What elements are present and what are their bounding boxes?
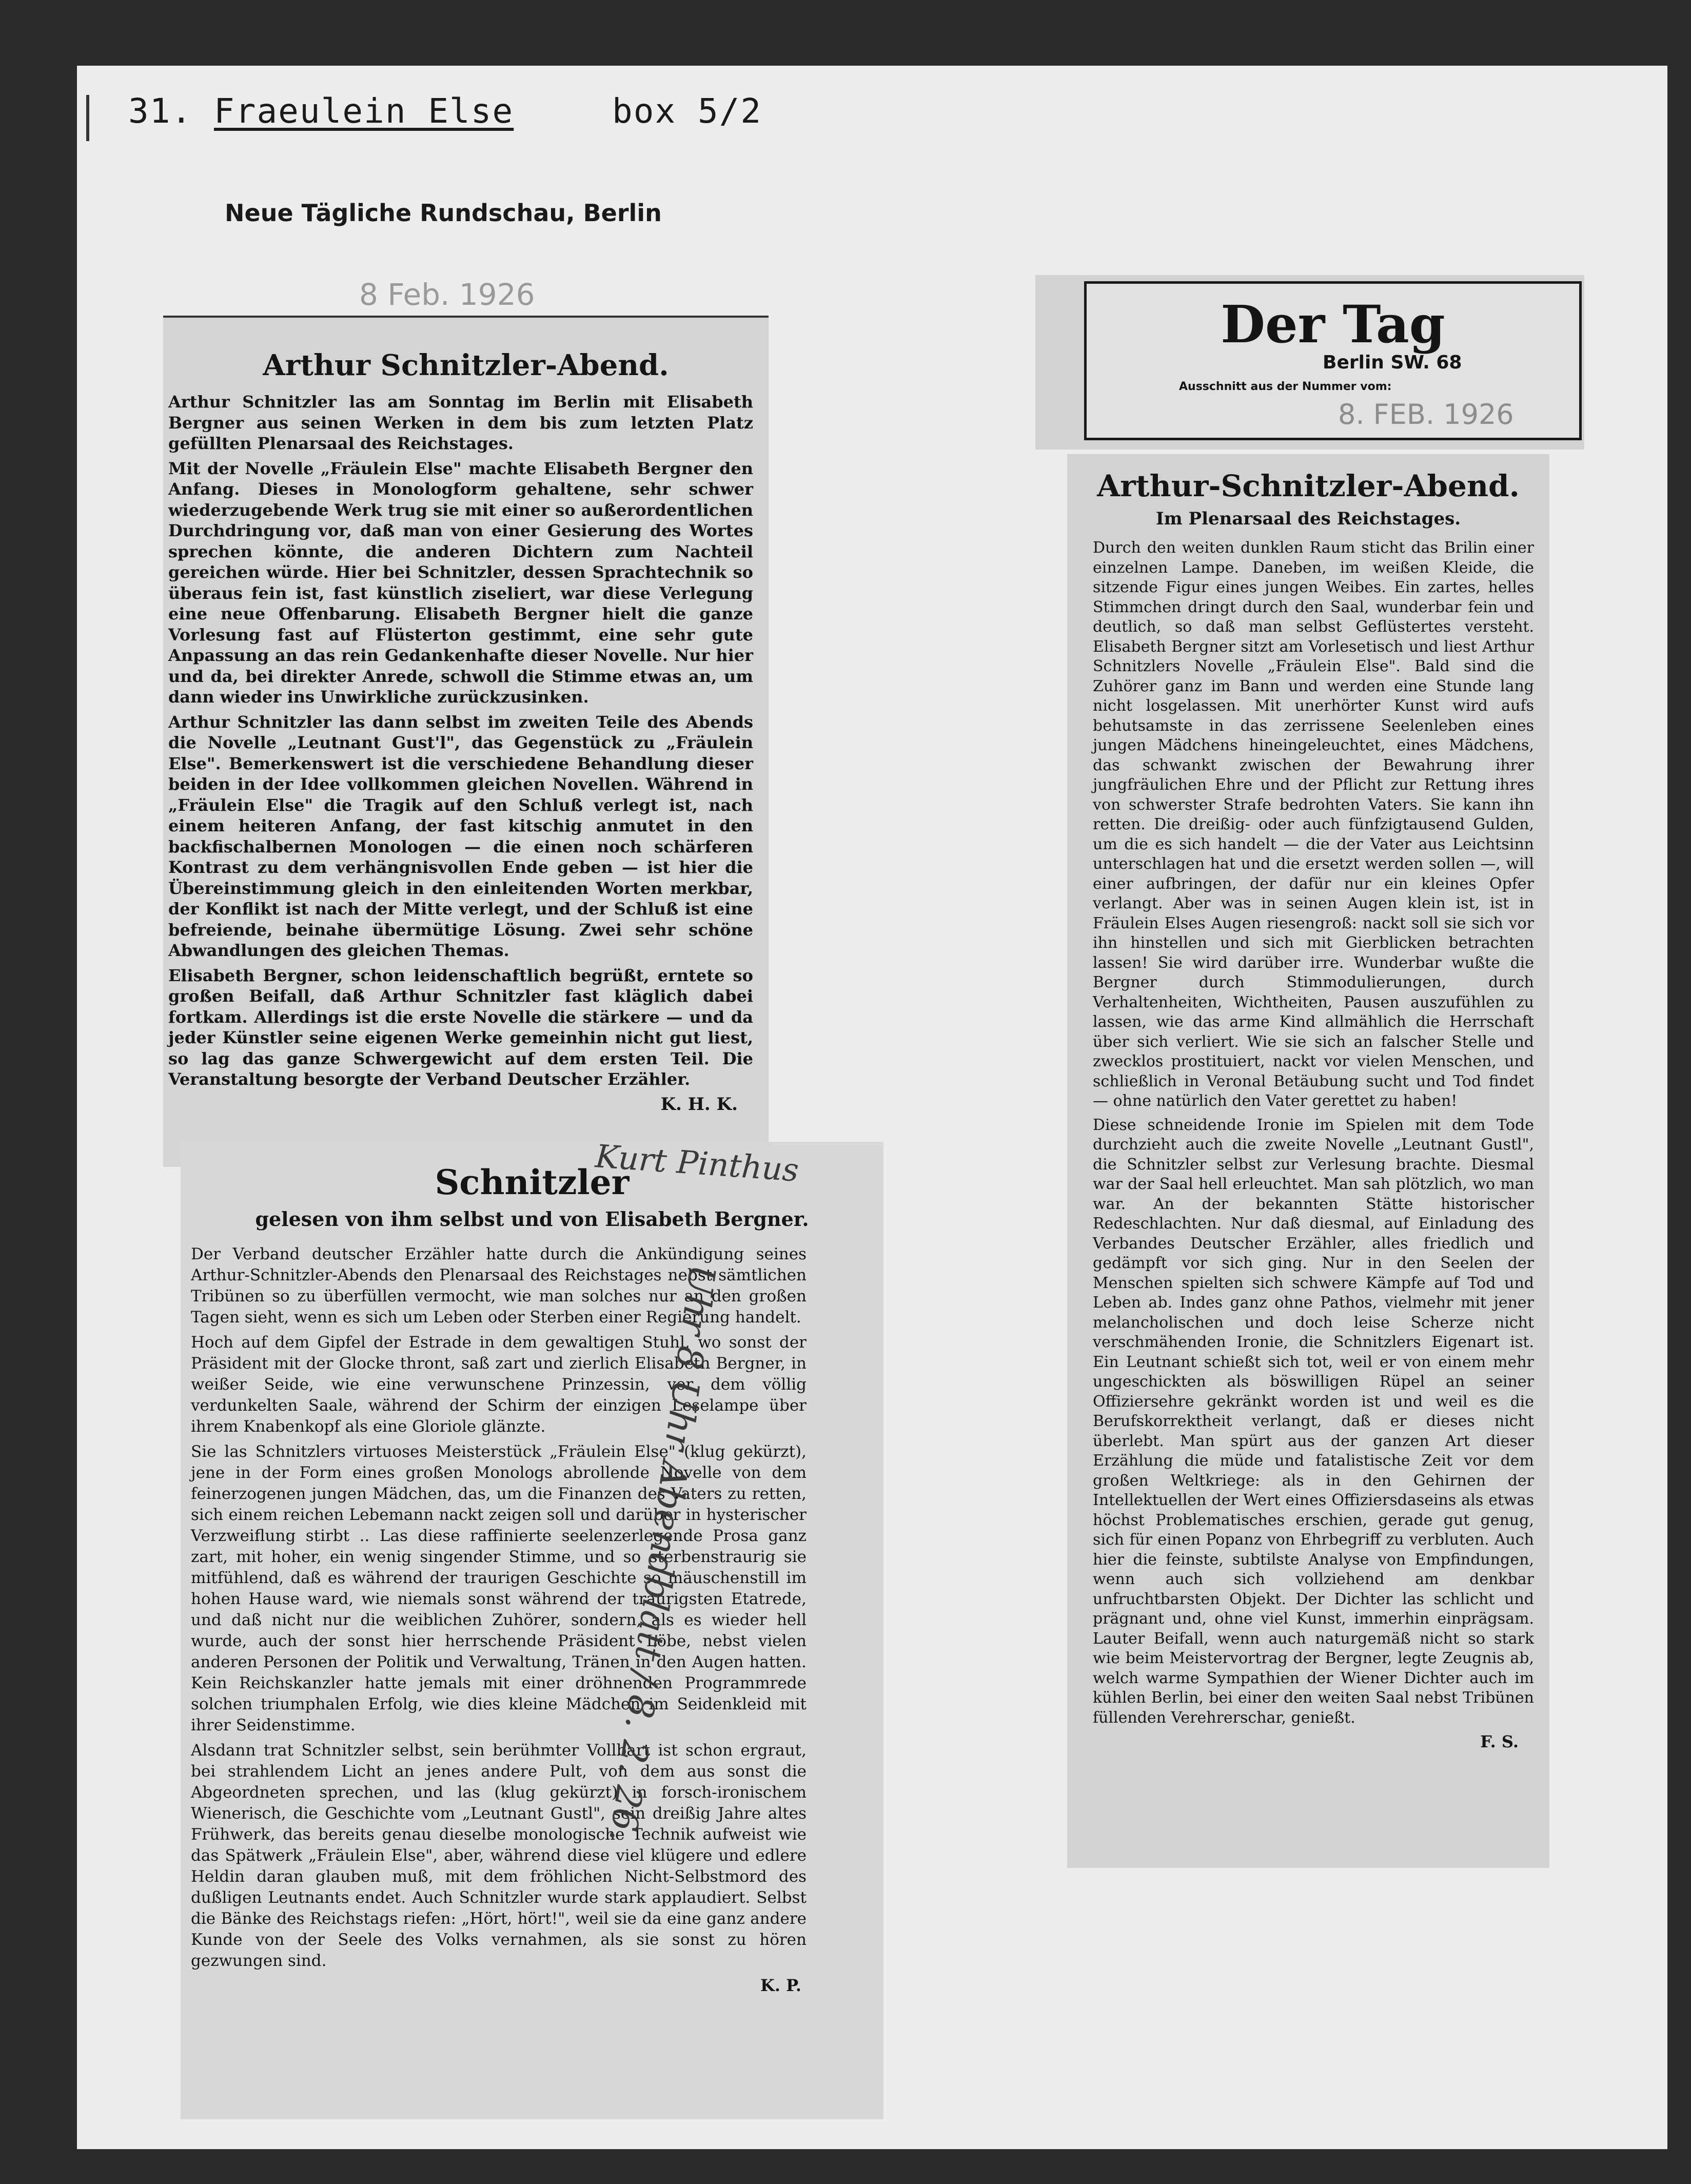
clip1-signature: K. H. K. (660, 1094, 738, 1115)
clip2-paragraph: Der Verband deutscher Erzähler hatte durch die Ankündigung seines Arthur-Schnitzler-Abends den Plenarsaal des Reichstages nebst sämtlichen Tribünen so zu überfüllen vermocht, wie man solches nur an den großen Tagen sieht, wenn es sich um Leben oder Sterben einer Regierung handelt. (191, 1245, 807, 1327)
folder-title: Fraeulein Else (213, 91, 514, 131)
clipping-rundschau (163, 316, 769, 1167)
clip3-paragraph: Durch den weiten dunklen Raum sticht das Brilin einer einzelnen Lampe. Daneben, im weißen Kleide, die sitzende Figur eines jungen Weibes. Ein zartes, helles Stimmchen dringt durch den Saal, wunderbar fein und deutlich, so daß man selbst Geflüstertes versteht. Elisabeth Bergner sitzt am Vorlesetisch und liest Arthur Schnitzlers Novelle „Fräulein Else". Bald sind die Zuhörer ganz im Bann und werden eine Stunde lang nicht losgelassen. Mit unerhörter Kunst wird aufs behutsamste in das zerrissene Seelenleben eines jungen Mädchens hineingeleuchtet, eines Mädchens, das schwankt zwischen der Bewahrung ihrer jungfräulichen Ehre und der Pflicht zur Rettung ihres von schwerster Strafe bedrohten Vaters. Sie kann ihn retten. Die dreißig- oder auch fünfzigtausend Gulden, um die es sich handelt — die der Vater aus Leichtsinn unterschlagen hat und die ersetzt werden sollen —, will einer aufbringen, der dafür nur ein kleines Opfer verlangt. Aber was in seinen Augen klein ist, ist in Fräulein Elses Augen riesengroß: nackt soll sie sich vor ihn hinstellen und sich mit Gierblicken betrachten lassen! Sie wird darüber irre. Wunderbar wußte die Bergner durch Stimmodulierungen, durch Verhaltenheiten, Wichtheiten, Pausen auszufühlen zu lassen, wie das arme Kind allmählich die Herrschaft über sich verliert. Wie sie sich an falscher Stelle und zwecklos prostituiert, nackt vor vielen Menschen, und schließlich in Veronal Betäubung sucht und Tod findet — ohne natürlich den Vater gerettet zu haben! (1093, 539, 1534, 1110)
clip3-headline: Arthur-Schnitzler-Abend. (1097, 469, 1520, 503)
clip1-source: Neue Tägliche Rundschau, Berlin (225, 199, 662, 227)
clip2-paragraph: Sie las Schnitzlers virtuoses Meisterstück „Fräulein Else" (klug gekürzt), jene in der Form eines großen Monologs abrollende Novelle von dem feinerzogenen jungen Mädchen, das, um die Finanzen des Vaters zu retten, sich einem reichen Lebemann nackt zeigen soll und darüber in hysterischer Verzweiflung stirbt .. Las diese raffinierte seelenzerlegende Prosa ganz zart, mit hoher, ein wenig singender Stimme, und so sterbenstraurig sie mitfühlend, daß es während der traurigen Geschichte so mäuschenstill im hohen Hause ward, wie niemals sonst während der traurigsten Etatrede, und daß nicht nur die weiblichen Zuhörer, sondern, als es wieder hell wurde, auch der sonst hier herrschende Präsident Löbe, nebst vielen anderen Personen der Politik und Verwaltung, Tränen in den Augen hatten. Kein Reichskanzler hatte jemals mit einer dröhnenden Programmrede solchen triumphalen Erfolg, wie dies kleine Mädchen im Seidenkleid mit ihrer Seidenstimme. (191, 1442, 807, 1734)
clip2-body (181, 1244, 883, 1972)
clip1-paragraph: Mit der Novelle „Fräulein Else" machte Elisabeth Bergner den Anfang. Dieses in Monologform gehaltene, sehr schwer wiederzugebende Werk trug sie mit einer so außerordentlichen Durchdringung vor, daß man von einer Gesierung des Wortes sprechen könnte, die anderen Dichtern zum Nachteil gereichen würde. Hier bei Schnitzler, dessen Sprachtechnik so überaus fein ist, fast künstlich ziseliert, war diese Verlegung eine neue Offenbarung. Elisabeth Bergner hielt die ganze Vorlesung fast auf Flüsterton gestimmt, eine sehr gute Anpassung an das rein Gedankenhafte dieser Novelle. Nur hier und da, bei direkter Anrede, schwoll die Stimme etwas an, um dann wieder ins Unwirkliche zurückzusinken. (168, 458, 753, 707)
clip2-signature: K. P. (760, 1976, 801, 1995)
masthead-ausschnitt: Ausschnitt aus der Nummer vom: (1179, 380, 1392, 393)
corner-mark (86, 95, 89, 141)
clip1-body (163, 392, 769, 1090)
folder-number: 31. (128, 91, 193, 131)
clipping-der-tag-article (1067, 454, 1549, 1868)
clip2-headline: Schnitzler (435, 1162, 630, 1202)
clipping-der-tag-header (1035, 275, 1584, 450)
clip3-signature: F. S. (1480, 1732, 1519, 1751)
clip2-paragraph: Hoch auf dem Gipfel der Estrade in dem gewaltigen Stuhl, wo sonst der Präsident mit der Glocke thront, saß zart und zierlich Elisabeth Bergner, in weißer Seide, wie eine verwunschene Prinzessin, vor dem völlig verdunkelten Saale, während der Schirm der einzigen Leselampe über ihrem Knabenkopf als eine Gloriole glänzte. (191, 1333, 807, 1436)
clip1-paragraph: Elisabeth Bergner, schon leidenschaftlich begrüßt, erntete so großen Beifall, daß Arthur Schnitzler fast kläglich dabei fortkam. Allerdings ist die erste Novelle die stärkere — und da jeder Künstler seine eigenen Werke gemeinhin nicht gut liest, so lag das ganze Schwergewicht auf dem ersten Teil. Die Veranstaltung besorgte der Verband Deutscher Erzähler. (168, 965, 753, 1089)
box-number: box 5/2 (612, 91, 762, 131)
clip2-subheadline: gelesen von ihm selbst und von Elisabeth Bergner. (255, 1207, 809, 1231)
handwritten-author-note: Kurt Pinthus (594, 1137, 800, 1189)
clip3-subheadline: Im Plenarsaal des Reichstages. (1155, 509, 1461, 529)
clip2-paragraph: Alsdann trat Schnitzler selbst, sein berühmter Vollbart ist schon ergraut, bei strahlendem Licht an jenes andere Pult, von dem aus sonst die Abgeordneten sprechen, und las (klug gekürzt) in forsch-ironischem Wienerisch, die Geschichte vom „Leutnant Gustl", sein dreißig Jahre altes Frühwerk, das bereits genau dieselbe monologische Technik aufweist wie das Spätwerk „Fräulein Else", aber, während diese viel klügere und edlere Heldin daran glauben muß, mit dem fröhlichen Nicht-Selbstmord des dußligen Leutnants endet. Auch Schnitzler wurde stark applaudiert. Selbst die Bänke des Reichstags riefen: „Hört, hört!", weil sie da eine ganz andere Kunde von der Seele des Volks vernahmen, als sie sonst zu hören gezwungen sind. (191, 1741, 807, 1970)
clip3-body (1067, 538, 1549, 1728)
clip1-headline: Arthur Schnitzler-Abend. (263, 348, 669, 382)
clip3-paragraph: Diese schneidende Ironie im Spielen mit dem Tode durchzieht auch die zweite Novelle „Leutnant Gustl", die Schnitzler selbst zur Verlesung brachte. Diesmal war der Saal hell erleuchtet. Man sah plötzlich, wo man war. An der bekannten Stätte historischer Redeschlachten. Nur daß diesmal, auf Einladung des Verbandes Deutscher Erzähler, alles friedlich und gedämpft vor sich ging. Nur in den Seelen der Menschen spielten sich schwere Kämpfe auf Tod und Leben ab. Indes ganz ohne Pathos, vielmehr mit jener melancholischen und doch leise Scherze nicht verschmähenden Ironie, die Schnitzlers Eigenart ist. Ein Leutnant schießt sich tot, weil er von einem mehr ungeschickten als böswilligen Rüpel an seiner Offiziersehre gekränkt worden ist und weil es die Berufskorrektheit verlangt, daß er dieses nicht überlebt. Man spürt aus der ganzen Art dieser Erzählung die müde und fatalistische Zeit vor dem großen Weltkriege: als in den Gehirnen der Intellektuellen der Wert eines Offiziersdaseins als etwas höchst Problematisches erschien, gerade gut genug, sich für einen Popanz von Ehrbegriff zu verbluten. Auch hier die feinste, subtilste Analyse von Empfindungen, wenn auch sich vollziehend am denkbar unfruchtbarsten Objekt. Der Dichter las schlicht und prägnant und, ohne viel Kunst, immerhin einprägsam. Lauter Beifall, wenn auch naturgemäß nicht so stark wie beim Meistervortrag der Bergner, legte Zeugnis ab, welch warme Sympathien der Wiener Dichter auch im kühlen Berlin, bei einer den weiten Saal nebst Tribünen füllenden Verehrerschar, genießt. (1093, 1116, 1534, 1727)
handwritten-source-note: Uhr 8 Uhr Abendblatt / 8. 2. 26. (601, 1262, 724, 1845)
clipping-schnitzler (181, 1142, 883, 2119)
masthead-date-stamp: 8. FEB. 1926 (1338, 398, 1514, 431)
archive-label (128, 91, 762, 131)
masthead-title: Der Tag (1221, 294, 1445, 355)
masthead-place: Berlin SW. 68 (1323, 352, 1462, 373)
clip1-date-stamp: 8 Feb. 1926 (359, 277, 535, 312)
clip1-paragraph: Arthur Schnitzler las dann selbst im zweiten Teile des Abends die Novelle „Leutnant Gust'l", das Gegenstück zu „Fräulein Else". Bemerkenswert ist die verschiedene Behandlung dieser beiden in der Idee vollkommen gleichen Novellen. Während in „Fräulein Else" die Tragik auf den Schluß verlegt ist, nach einem heiteren Anfang, der fast kitschig anmutet in den backfischalbernen Monologen — die einen noch schärferen Kontrast zu dem verhängnisvollen Ende geben — ist hier die Übereinstimmung gleich in den einleitenden Worten merkbar, der Konflikt ist nach der Mitte verlegt, und der Schluß ist eine befreiende, beinahe übermütige Lösung. Zwei sehr schöne Abwandlungen des gleichen Themas. (168, 712, 753, 960)
clip1-paragraph: Arthur Schnitzler las am Sonntag im Berlin mit Elisabeth Bergner aus seinen Werken in dem bis zum letzten Platz gefüllten Plenarsaal des Reichstages. (168, 392, 753, 453)
